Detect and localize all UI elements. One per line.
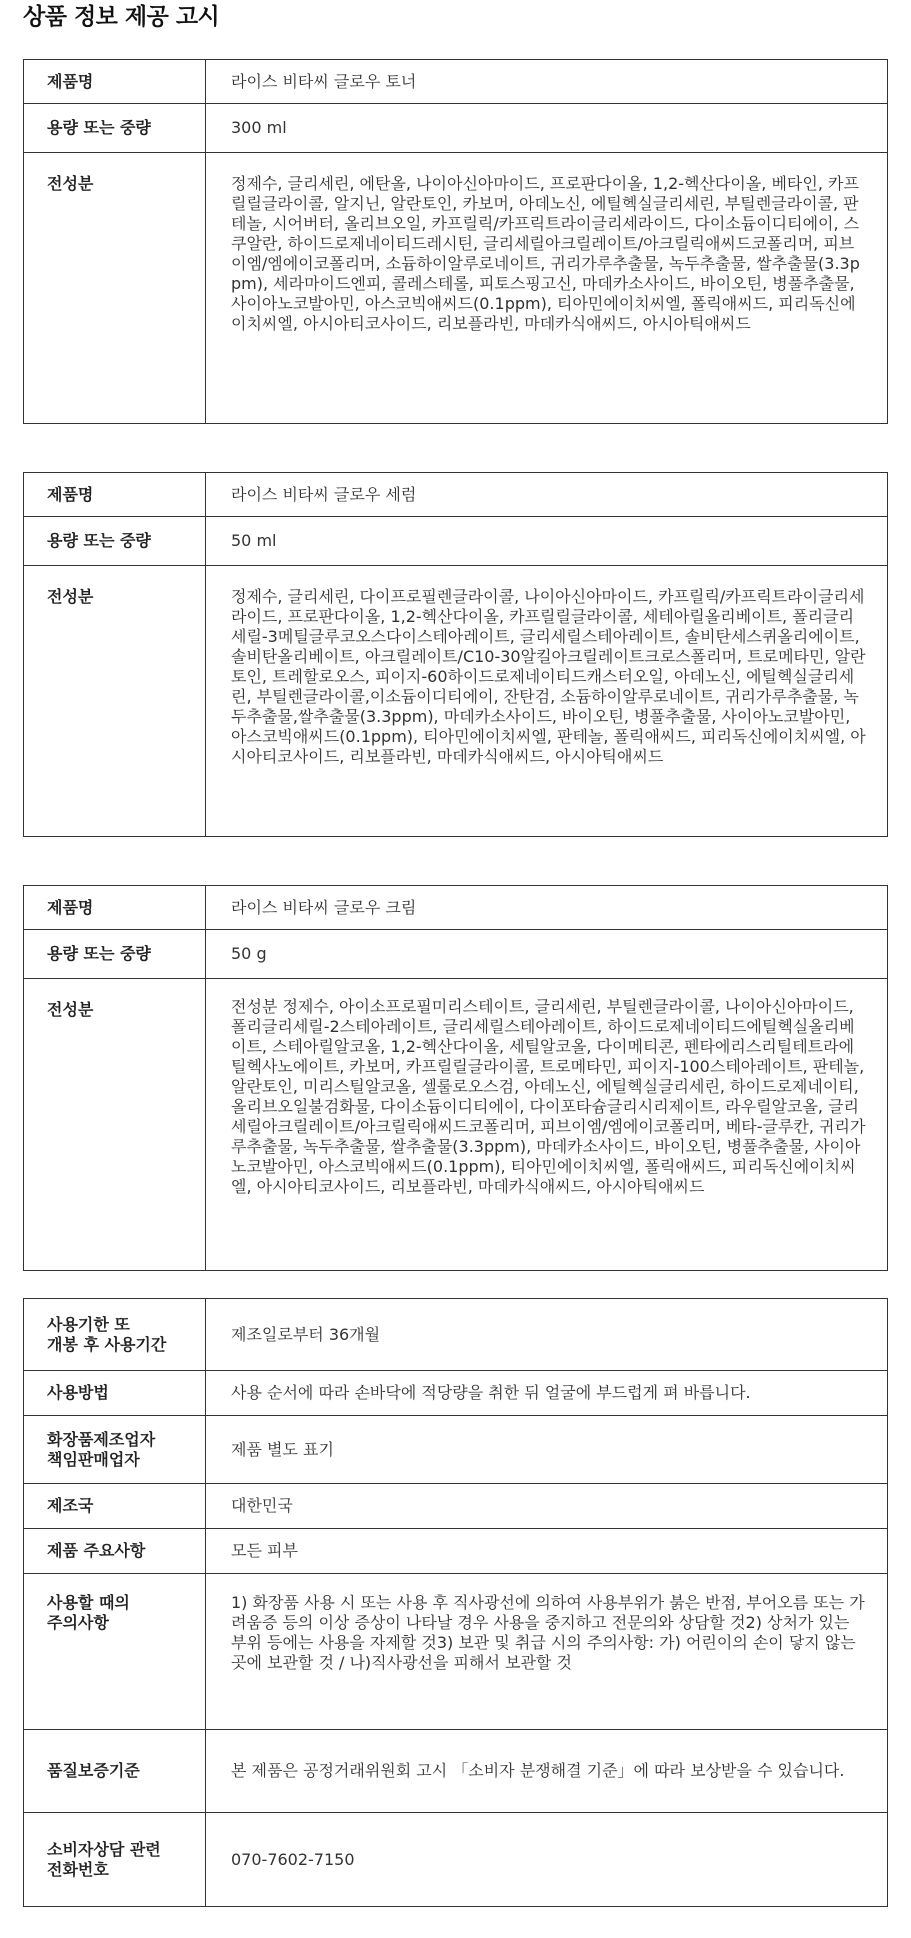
product-name-label: 제품명 [47,71,94,91]
table-row [24,566,888,837]
ingredients-label: 전성분 [47,587,94,606]
table-row [24,1299,888,1371]
table-row [24,1371,888,1416]
row-value [206,930,888,979]
product-name-value: 라이스 비타씨 글로우 토너 [231,71,417,91]
row-label [24,1529,206,1574]
ingredients-label: 전성분 [47,174,94,193]
row-value [206,1730,888,1813]
row-value [206,104,888,153]
row-value [206,566,888,837]
usage-value: 사용 순서에 따라 손바닥에 적당량을 취한 뒤 얼굴에 부드럽게 펴 바릅니다. [231,1383,751,1402]
row-label [24,153,206,424]
maker-value: 제품 별도 표기 [231,1439,334,1459]
product-name-label: 제품명 [47,897,94,917]
table-row [24,60,888,104]
spec-label: 제품 주요사항 [47,1541,146,1560]
country-label: 제조국 [47,1496,94,1515]
row-label [24,1371,206,1416]
row-label [24,1730,206,1813]
ingredients-value: 정제수, 글리세린, 다이프로필렌글라이콜, 나이아신아마이드, 카프릴릭/카프릭트라이글리세라이드, 프로판다이올, 1,2-헥산다이올, 카프릴릴글라이콜, 세테아릴올리베이트, 폴리글리세릴-3메틸글루코오스다이스테아레이트, 글리세릴스테아레이트, 솔비탄세스퀴올리에이트, 솔비탄올리베이트, 아크릴레이트/C10-30알킬아크릴레이트크로스폴리머, 트로메타민, 알란토인, 트레할로오스, 피이지-60하이드로제네이티드캐스터오일, 아데노신, 에틸헥실글리세린, 부틸렌글라이콜,이소듐이디티에이, 잔탄검, 소듐하이알루로네이트, 귀리가루추출물, 녹두추출물,쌀추출물(3.3ppm), 마데카소사이드, 바이오틴, 병풀추출물, 사이아노코발아민, 아스코빅애씨드(0.1ppm), 티아민에이치씨엘, 판테놀, 폴릭애씨드, 피리독신에이치씨엘, 아시아티코사이드, 리보플라빈, 마데카식애씨드, 아시아틱애씨드 [231,587,866,766]
spec-value: 모든 피부 [231,1541,298,1560]
row-label [24,1416,206,1484]
product-table-cream [23,885,888,1271]
product-name-value: 라이스 비타씨 글로우 세럼 [231,484,417,504]
row-label [24,1813,206,1907]
row-label [24,517,206,566]
volume-label: 용량 또는 중량 [47,118,151,137]
ingredients-label: 전성분 [47,1000,94,1019]
row-value [206,517,888,566]
caution-value: 1) 화장품 사용 시 또는 사용 후 직사광선에 의하여 사용부위가 붉은 반점, 부어오름 또는 가려움증 등의 이상 증상이 나타날 경우 사용을 중지하고 전문의와 상담할 것2) 상처가 있는 부위 등에는 사용을 자제할 것3) 보관 및 취급 시의 주의사항: 가) 어린이의 손이 닿지 않는 곳에 보관할 것 / 나)직사광선을 피해서 보관할 것 [231,1593,865,1672]
row-value [206,1416,888,1484]
ingredients-value: 정제수, 글리세린, 에탄올, 나이아신아마이드, 프로판다이올, 1,2-헥산다이올, 베타인, 카프릴릴글라이콜, 알지닌, 알란토인, 카보머, 아데노신, 에틸헥실글리세린, 부틸렌글라이콜, 판테놀, 시어버터, 올리브오일, 카프릴릭/카프릭트라이글리세라이드, 다이소듐이디티에이, 스쿠알란, 하이드로제네이티드레시틴, 글리세릴아크릴레이트/아크릴릭애씨드코폴리머, 피브이엠/엠에이코폴리머, 소듐하이알루로네이트, 귀리가루추출물, 녹두추출물, 쌀추출물(3.3ppm), 세라마이드엔피, 콜레스테롤, 피토스핑고신, 마데카소사이드, 바이오틴, 병풀추출물, 사이아노코발아민, 아스코빅애씨드(0.1ppm), 티아민에이치씨엘, 폴릭애씨드, 피리독신에이치씨엘, 아시아티코사이드, 리보플라빈, 마데카식애씨드, 아시아틱애씨드 [231,174,860,333]
row-value [206,1529,888,1574]
maker-label: 화장품제조업자 책임판매업자 [47,1429,156,1469]
row-label [24,473,206,517]
row-label [24,979,206,1271]
table-row [24,1484,888,1529]
table-row [24,930,888,979]
row-value [206,1484,888,1529]
warranty-label: 품질보증기준 [47,1761,140,1780]
product-name-value: 라이스 비타씨 글로우 크림 [231,897,417,917]
row-value [206,1813,888,1907]
product-table-toner [23,59,888,424]
row-label [24,1574,206,1730]
row-label [24,1299,206,1371]
table-row [24,473,888,517]
table-row [24,886,888,930]
table-row [24,1574,888,1730]
table-row [24,517,888,566]
volume-value: 300 ml [231,118,287,137]
usage-label: 사용방법 [47,1383,109,1402]
row-label [24,930,206,979]
volume-value: 50 ml [231,531,277,550]
table-row [24,153,888,424]
row-label [24,1484,206,1529]
volume-label: 용량 또는 중량 [47,531,151,550]
row-value [206,473,888,517]
caution-label: 사용할 때의 주의사항 [47,1593,130,1632]
row-label [24,104,206,153]
page-title: 상품 정보 제공 고시 [23,4,220,30]
product-name-label: 제품명 [47,484,94,504]
volume-value: 50 g [231,944,267,963]
warranty-value: 본 제품은 공정거래위원회 고시 「소비자 분쟁해결 기준」에 따라 보상받을 수 있습니다. [231,1761,845,1780]
row-value [206,153,888,424]
table-row [24,1529,888,1574]
table-row [24,104,888,153]
table-row [24,979,888,1271]
table-row [24,1813,888,1907]
row-value [206,886,888,930]
row-label [24,886,206,930]
country-value: 대한민국 [231,1496,293,1515]
product-table-serum [23,472,888,837]
expiry-label: 사용기한 또 개봉 후 사용기간 [47,1314,167,1354]
expiry-value: 제조일로부터 36개월 [231,1324,381,1344]
row-label [24,566,206,837]
row-label [24,60,206,104]
row-value [206,979,888,1271]
phone-label: 소비자상담 관련 전화번호 [47,1839,161,1879]
row-value [206,1574,888,1730]
row-value [206,1371,888,1416]
ingredients-value: 전성분 정제수, 아이소프로필미리스테이트, 글리세린, 부틸렌글라이콜, 나이아신아마이드, 폴리글리세릴-2스테아레이트, 글리세릴스테아레이트, 하이드로제네이티드에틸헥실올리베이트, 스테아릴알코올, 1,2-헥산다이올, 세틸알코올, 다이메티콘, 펜타에리스리틸테트라에틸헥사노에이트, 카보머, 카프릴릴글라이콜, 트로메타민, 피이지-100스테아레이트, 판테놀, 알란토인, 미리스틸알코올, 셀룰로오스검, 아데노신, 에틸헥실글리세린, 하이드로제네이티, 올리브오일불검화물, 다이소듐이디티에이, 다이포타슘글리시리제이트, 라우릴알코올, 글리세릴아크릴레이트/아크릴릭애씨드코폴리머, 피브이엠/엠에이코폴리머, 베타-글루칸, 귀리가루추출물, 녹두추출물, 쌀추출물(3.3ppm), 마데카소사이드, 바이오틴, 병풀추출물, 사이아노코발아민, 아스코빅애씨드(0.1ppm), 티아민에이치씨엘, 폴릭애씨드, 피리독신에이치씨엘, 아시아티코사이드, 리보플라빈, 마데카식애씨드, 아시아틱애씨드 [231,997,866,1196]
table-row [24,1416,888,1484]
volume-label: 용량 또는 중량 [47,944,151,963]
row-value [206,1299,888,1371]
row-value [206,60,888,104]
details-table [23,1298,888,1907]
phone-value: 070-7602-7150 [231,1849,355,1869]
table-row [24,1730,888,1813]
